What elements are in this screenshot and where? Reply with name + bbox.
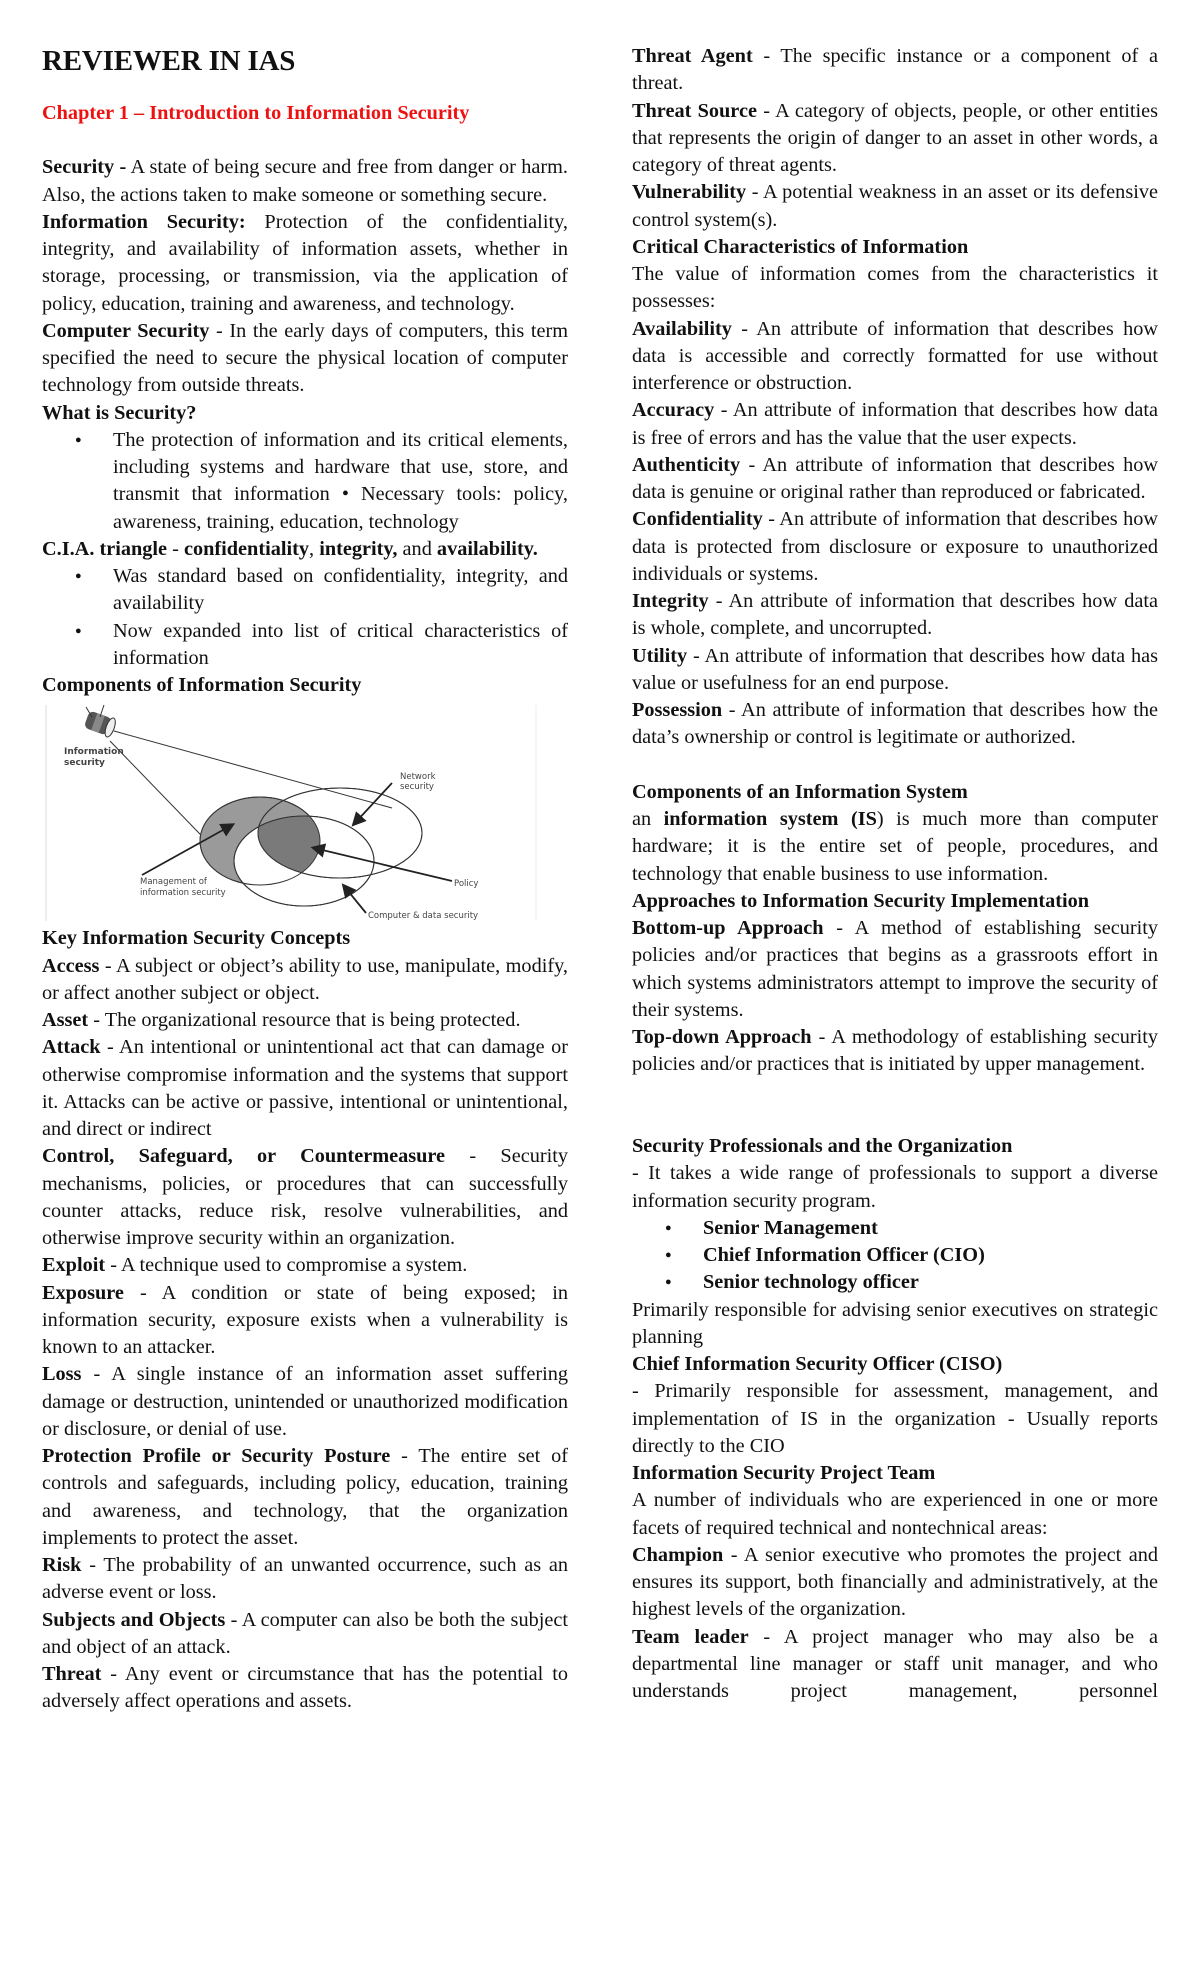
label-management: Management of [140, 877, 207, 888]
document-title: REVIEWER IN IAS [42, 45, 296, 77]
definition: A state of being secure and free from danger or harm. Also, the actions taken to make someone or something secure. [42, 156, 568, 206]
label-network-security: Network [400, 772, 436, 783]
definition-computer-security [42, 318, 568, 400]
term: Loss [42, 1363, 82, 1386]
svg-text:security: security [64, 758, 105, 769]
chapter-heading: Chapter 1 – Introduction to Information Security [42, 102, 470, 124]
text: ) is much more than computer hardware; it is the entire set of people, procedures, and technology that enable business to use information. [632, 808, 1159, 885]
what-is-security-list [42, 427, 568, 536]
definition: - A category of objects, people, or other entities that represents the origin of danger to an asset in other words, a category of threat agents. [632, 99, 1159, 176]
approach-top-down [632, 1024, 1158, 1079]
text: an [632, 808, 664, 830]
separator: , [309, 537, 320, 560]
definition-security [42, 154, 568, 209]
definition: - An intentional or unintentional act that can damage or otherwise compromise information and the systems that support it. Attacks can be active or passive, intentional or unintentional, and direct or indirect [42, 1036, 568, 1140]
term: Accuracy [632, 399, 715, 422]
concept-risk [42, 1552, 568, 1607]
concept-threat [42, 1661, 568, 1716]
term: Information Security: [42, 210, 246, 233]
concept-exposure [42, 1280, 568, 1362]
definition: - A technique used to compromise a system. [105, 1254, 468, 1277]
heading-critical-characteristics: Critical Characteristics of Information [632, 235, 969, 258]
definition: - A project manager who may also be a departmental line manager or staff unit manager, and who understands project management, personnel [632, 1625, 1158, 1702]
heading-ciso: Chief Information Security Officer (CISO) [632, 1353, 1003, 1375]
characteristic-possession [632, 697, 1158, 752]
definition: - The specific instance or a component of a threat. [632, 45, 1158, 95]
term: Threat Agent [632, 45, 753, 67]
definition: - A senior executive who promotes the project and ensures its support, both financially and administratively, at the highest levels of the organization. [632, 1543, 1158, 1621]
concept-control [42, 1143, 568, 1252]
label-information-security: Information [64, 747, 124, 758]
term: Security - [42, 156, 127, 179]
term-confidentiality: confidentiality [183, 537, 310, 560]
definition: - A method of establishing security policies and/or practices that begins as a grassroots effort in which systems administrators attempt to improve the security of their systems. [632, 917, 1158, 1021]
term: Top-down Approach [632, 1026, 812, 1048]
term: Asset [42, 1009, 89, 1031]
spacer [632, 752, 1158, 779]
concept-loss [42, 1361, 568, 1443]
venn-diagram-icon [42, 703, 567, 923]
approach-bottom-up [632, 915, 1158, 1024]
term: Threat Source [632, 99, 757, 122]
definition: - An attribute of information that describes how data is accessible and correctly formatted for use without interference or obstruction. [632, 317, 1158, 394]
separator: - [167, 537, 184, 560]
heading-security-professionals: Security Professionals and the Organization [632, 1135, 1013, 1157]
definition: - An attribute of information that describes how data is protected from disclosure or exposure to unauthorized individuals or systems. [632, 508, 1158, 585]
definition: - A computer can also be both the subject and object of an attack. [42, 1608, 569, 1658]
term: Subjects and Objects [42, 1608, 226, 1631]
concept-asset [42, 1007, 568, 1034]
definition: - Any event or circumstance that has the potential to adversely affect operations and assets. [42, 1663, 568, 1713]
characteristic-integrity [632, 588, 1158, 643]
vulnerability [632, 179, 1158, 234]
term: Bottom-up Approach [632, 917, 824, 939]
definition: - A potential weakness in an asset or its defensive control system(s). [632, 181, 1158, 231]
characteristic-accuracy [632, 397, 1158, 452]
label-policy: Policy [454, 879, 479, 890]
list-item: ● Now expanded into list of critical characteristics of information [42, 618, 568, 673]
term: Protection Profile or Security Posture [42, 1445, 391, 1467]
definition: - In the early days of computers, this term specified the need to secure the physical location of computer technology from outside threats. [42, 319, 569, 397]
svg-text:security: security [400, 782, 434, 793]
characteristic-utility [632, 643, 1158, 698]
term: Computer Security [42, 319, 210, 342]
professionals-list [632, 1215, 1158, 1297]
right-column [632, 43, 1158, 1705]
ciso-text: - Primarily responsible for assessment, management, and implementation of IS in the organization - Usually reports directly to the CIO [632, 1380, 1158, 1457]
role-team-leader [632, 1624, 1158, 1706]
term: Utility [632, 644, 688, 667]
definition: - The probability of an unwanted occurrence, such as an adverse event or loss. [42, 1554, 568, 1604]
left-column [42, 0, 568, 1716]
term: Champion [632, 1543, 724, 1566]
term: Access [42, 954, 100, 977]
role-champion [632, 1542, 1158, 1624]
term-integrity: integrity, [319, 537, 398, 560]
definition: Protection of the confidentiality, integrity, and availability of information assets, whether in storage, processing, or transmission, via the application of policy, education, training and awareness, and technology. [42, 210, 568, 315]
definition: - The organizational resource that is being protected. [88, 1009, 521, 1031]
definition: - A single instance of an information asset suffering damage or destruction, unintended or unauthorized modification or disclosure, or denial of use. [42, 1363, 568, 1440]
professionals-note: Primarily responsible for advising senior executives on strategic planning [632, 1298, 1158, 1348]
spacer [632, 1079, 1158, 1134]
concept-attack [42, 1034, 568, 1143]
heading-project-team: Information Security Project Team [632, 1462, 936, 1484]
components-diagram [42, 703, 567, 923]
is-definition [632, 806, 1158, 888]
critical-intro: The value of information comes from the characteristics it possesses: [632, 263, 1158, 313]
definition: - Security mechanisms, policies, or procedures that can successfully counter attacks, reduce risk, resolve vulnerabilities, and otherwise improve security within an organization. [42, 1145, 569, 1249]
term: Risk [42, 1554, 82, 1576]
term: Possession [632, 699, 723, 721]
concept-protection-profile [42, 1443, 568, 1552]
term: Team leader [632, 1625, 749, 1648]
definition: - An attribute of information that describes how data is whole, complete, and uncorrupted. [632, 590, 1158, 640]
heading-components-of-information-security: Components of Information Security [42, 674, 362, 696]
characteristic-availability [632, 316, 1158, 398]
role: Senior Management [703, 1216, 878, 1239]
list-item [632, 1215, 1158, 1242]
role: Senior technology officer [703, 1271, 919, 1294]
definition: - A condition or state of being exposed; in information security, exposure exists when a vulnerability is known to an attacker. [42, 1281, 568, 1358]
svg-text:information security: information security [140, 888, 226, 899]
term: Confidentiality [632, 508, 763, 531]
term: Integrity [632, 590, 709, 612]
term: Exploit [42, 1254, 106, 1277]
list-item [632, 1242, 1158, 1269]
professionals-intro: - It takes a wide range of professionals to support a diverse information security program. [632, 1162, 1158, 1212]
heading-what-is-security: What is Security? [42, 401, 197, 424]
heading-key-concepts: Key Information Security Concepts [42, 927, 351, 950]
term-availability: availability. [436, 537, 538, 560]
threat-source [632, 98, 1158, 180]
definition: - The entire set of controls and safeguards, including policy, education, training and awareness, and technology, that the organization implements to protect the asset. [42, 1445, 568, 1549]
concept-access [42, 953, 568, 1008]
separator: and [397, 537, 437, 560]
definition: - An attribute of information that describes how data has value or usefulness for an end purpose. [632, 644, 1158, 694]
definition: - A subject or object’s ability to use, manipulate, modify, or affect another subject or object. [42, 954, 568, 1004]
term: Control, Safeguard, or Countermeasure [42, 1145, 446, 1168]
cia-list [42, 563, 568, 672]
definition-information-security [42, 209, 568, 318]
characteristic-confidentiality [632, 506, 1158, 588]
term: Exposure [42, 1281, 124, 1304]
term: information system (IS [663, 808, 877, 830]
term: Availability [632, 317, 732, 340]
team-intro: A number of individuals who are experienced in one or more facets of required technical and nontechnical areas: [632, 1489, 1158, 1539]
term: C.I.A. triangle [42, 537, 168, 560]
characteristic-authenticity [632, 452, 1158, 507]
definition: - An attribute of information that describes how data is free of errors and has the value that the user expects. [632, 399, 1158, 449]
heading-approaches: Approaches to Information Security Implementation [632, 889, 1090, 912]
heading-components-is: Components of an Information System [632, 780, 968, 803]
concept-exploit [42, 1252, 568, 1279]
list-item: ● The protection of information and its critical elements, including systems and hardware that use, store, and transmit that information • Necessary tools: policy, awareness, training, education, technology [42, 427, 568, 536]
definition: - A methodology of establishing security policies and/or practices that is initiated by upper management. [632, 1026, 1158, 1076]
definition: - An attribute of information that describes how data is genuine or original rather than reproduced or fabricated. [632, 453, 1158, 503]
list-item: ● Was standard based on confidentiality, integrity, and availability [42, 563, 568, 618]
threat-agent [632, 43, 1158, 98]
term: Authenticity [632, 453, 741, 476]
list-item [632, 1269, 1158, 1296]
label-computer-data-security: Computer & data security [368, 911, 479, 922]
term: Vulnerability [632, 181, 747, 204]
term: Attack [42, 1036, 101, 1059]
cia-triangle [42, 536, 568, 563]
term: Threat [42, 1663, 102, 1685]
role: Chief Information Officer (CIO) [703, 1244, 985, 1266]
definition: - An attribute of information that describes how the data’s ownership or control is legitimate or authorized. [632, 699, 1158, 749]
concept-subjects-objects [42, 1607, 568, 1662]
